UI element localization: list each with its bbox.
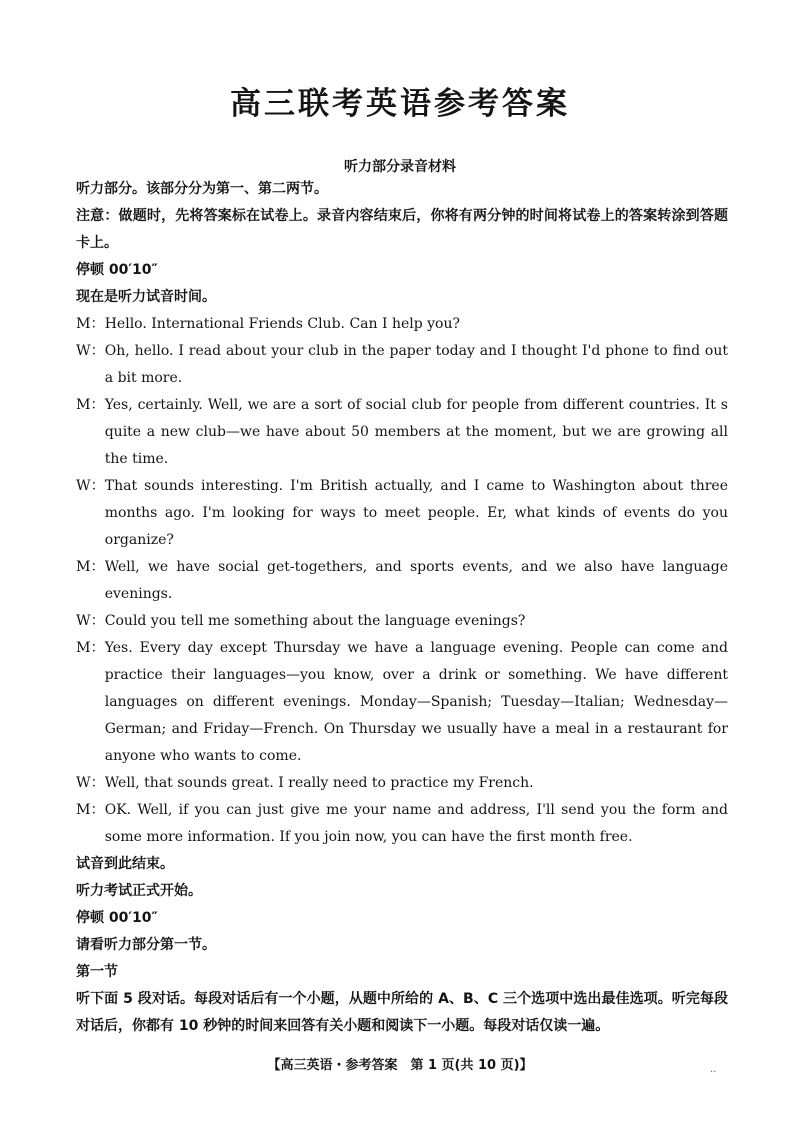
pause-line-2: 停顿 00′10″ [76, 910, 158, 926]
speaker-label: W： [76, 775, 105, 791]
dialogue-turn [76, 770, 728, 797]
dialogue-text: Well, we have social get-togethers, and sports events, and we also have language evenings. [104, 559, 728, 602]
speaker-label: M： [76, 802, 105, 818]
dialogue-turn [76, 554, 728, 608]
speaker-label: W： [76, 478, 105, 494]
dialogue-text: Well, that sounds great. I really need to practice my French. [104, 775, 534, 791]
section-subtitle: 听力部分录音材料 [344, 159, 456, 175]
dialogue-text: Yes, certainly. Well, we are a sort of social club for people from different countries. It s quite a new club—we have about 50 members at the moment, but we are growing all the time. [104, 397, 728, 467]
pause-line-1: 停顿 00′10″ [76, 262, 158, 278]
dialogue-turn [76, 635, 728, 770]
dialogue-turn [76, 797, 728, 851]
speaker-label: M： [76, 397, 105, 413]
dialogue-turn [76, 608, 728, 635]
dialogue-turn [76, 311, 728, 338]
exam-start-line: 听力考试正式开始。 [76, 883, 202, 899]
dialogue-turn [76, 392, 728, 473]
dialogue-turn [76, 338, 728, 392]
intro-line: 听力部分。该部分分为第一、第二两节。 [76, 181, 328, 197]
speaker-label: M： [76, 316, 105, 332]
corner-mark: .. [710, 1064, 717, 1075]
dialogue-text: OK. Well, if you can just give me your name and address, I'll send you the form and some more information. If you join now, you can have the first month free. [104, 802, 728, 845]
section-prompt-line: 请看听力部分第一节。 [76, 937, 216, 953]
dialogue-text: Oh, hello. I read about your club in the paper today and I thought I'd phone to find out a bit more. [104, 343, 728, 386]
section-heading: 第一节 [76, 964, 118, 980]
trial-end-line: 试音到此结束。 [76, 856, 174, 872]
trial-start-line: 现在是听力试音时间。 [76, 289, 216, 305]
speaker-label: M： [76, 559, 105, 575]
instructions-paragraph: 听下面 5 段对话。每段对话后有一个小题，从题中所给的 A、B、C 三个选项中选出最佳选项。听完每段对话后，你都有 10 秒钟的时间来回答有关小题和阅读下一小题。每段对话仅读一遍。 [76, 991, 728, 1034]
page-footer: 【高三英语・参考答案 第 1 页(共 10 页)】 [267, 1058, 533, 1073]
document-body [76, 176, 728, 1040]
speaker-label: M： [76, 640, 105, 656]
dialogue-turn [76, 473, 728, 554]
dialogue-text: That sounds interesting. I'm British actually, and I came to Washington about three months ago. I'm looking for ways to meet people. Er, what kinds of events do you organize? [104, 478, 728, 548]
speaker-label: W： [76, 613, 105, 629]
note-paragraph: 注意：做题时，先将答案标在试卷上。录音内容结束后，你将有两分钟的时间将试卷上的答案转涂到答题卡上。 [76, 208, 728, 251]
speaker-label: W： [76, 343, 105, 359]
dialogue-text: Could you tell me something about the language evenings? [104, 613, 526, 629]
page-title: 高三联考英语参考答案 [230, 86, 570, 122]
dialogue-text: Hello. International Friends Club. Can I help you? [104, 316, 460, 332]
dialogue-text: Yes. Every day except Thursday we have a language evening. People can come and practice their languages—you know, over a drink or something. We have different languages on different evenings. Monday—Spanish; Tuesday—Italian; Wednesday—German; and Friday—French. On Thursday we usually have a meal in a restaurant for anyone who wants to come. [104, 640, 728, 764]
